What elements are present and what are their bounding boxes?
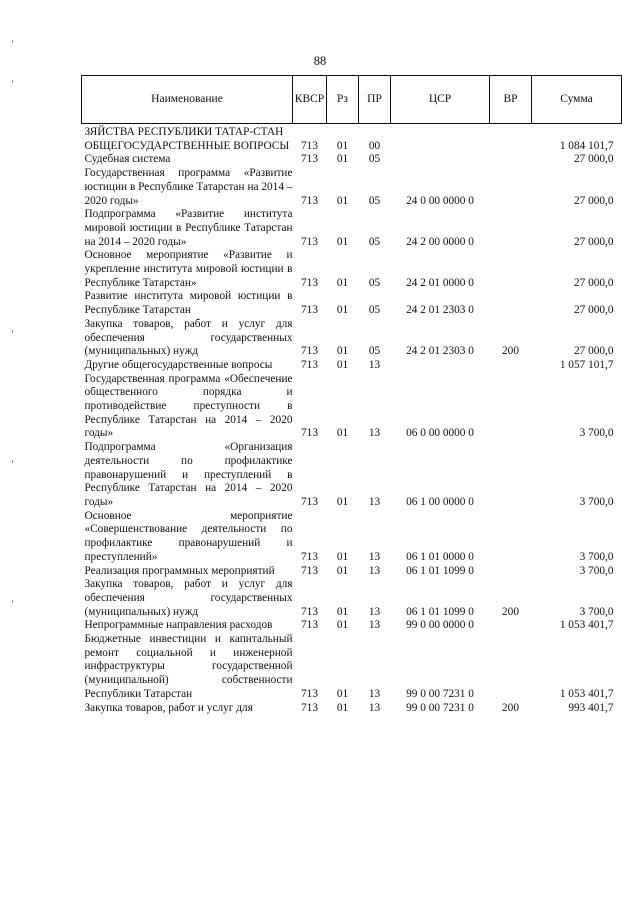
table-row (82, 359, 622, 373)
table-row (82, 373, 622, 442)
row-csr: 24 2 01 2303 0 (406, 345, 474, 358)
row-csr: 24 2 01 0000 0 (406, 276, 474, 289)
row-rz (327, 124, 359, 140)
header-pr: ПР (359, 76, 391, 124)
row-vr (490, 359, 532, 373)
row-vr (490, 619, 532, 633)
margin-mark (12, 460, 13, 463)
row-name: ОБЩЕГОСУДАРСТВЕННЫЕ ВОПРОСЫ (84, 139, 290, 152)
table-row (82, 153, 622, 167)
header-vr: ВР (490, 76, 532, 124)
row-kvsr: 713 (301, 605, 318, 618)
header-rz: Рз (327, 76, 359, 124)
row-rz: 01 (336, 495, 349, 508)
row-kvsr: 713 (301, 304, 318, 317)
row-csr (391, 140, 490, 154)
margin-mark (12, 40, 13, 43)
row-kvsr: 713 (301, 235, 318, 248)
row-sum: 3 700,0 (579, 550, 614, 563)
table-row (82, 318, 622, 359)
row-csr (391, 153, 490, 167)
row-vr: 200 (502, 605, 519, 618)
row-kvsr: 713 (301, 687, 318, 700)
row-name: Основное мероприятие «Совершенствование деятельности по профилактике правонарушений и преступлений» (84, 509, 293, 563)
row-sum: 27 000,0 (573, 235, 614, 248)
row-pr: 05 (368, 345, 381, 358)
row-kvsr: 713 (301, 427, 318, 440)
row-csr: 99 0 00 0000 0 (406, 619, 474, 632)
row-kvsr: 713 (301, 495, 318, 508)
row-csr: 99 0 00 7231 0 (406, 687, 474, 700)
row-csr (391, 359, 490, 373)
row-pr (359, 124, 391, 140)
row-name: Подпрограмма «Организация деятельности по профилактике правонарушений и преступлений в Республике Татарстан на 2014 – 2020 годы» (84, 441, 293, 508)
row-sum: 27 000,0 (573, 194, 614, 207)
row-sum: 27 000,0 (573, 276, 614, 289)
table-row (82, 441, 622, 510)
row-vr: 200 (502, 701, 519, 714)
row-pr: 13 (368, 687, 381, 700)
table-row (82, 124, 622, 140)
table-row (82, 619, 622, 633)
row-csr: 24 2 00 0000 0 (406, 235, 474, 248)
row-rz: 01 (336, 153, 349, 166)
row-vr (490, 441, 532, 510)
row-pr: 13 (368, 427, 381, 440)
row-sum: 1 084 101,7 (559, 139, 614, 152)
row-sum: 27 000,0 (573, 153, 614, 166)
row-vr (490, 565, 532, 579)
row-pr: 05 (368, 194, 381, 207)
row-rz: 01 (336, 304, 349, 317)
header-sum: Сумма (532, 76, 622, 124)
margin-mark (12, 80, 13, 83)
row-kvsr: 713 (301, 276, 318, 289)
row-name: Закупка товаров, работ и услуг для (84, 701, 253, 714)
row-pr: 13 (368, 358, 381, 371)
row-sum: 3 700,0 (579, 605, 614, 618)
row-rz: 01 (336, 276, 349, 289)
row-pr: 13 (368, 619, 381, 632)
row-vr (490, 633, 532, 702)
row-pr: 13 (368, 564, 381, 577)
row-vr (490, 124, 532, 140)
row-kvsr: 713 (301, 345, 318, 358)
table-row (82, 565, 622, 579)
row-kvsr: 713 (301, 550, 318, 563)
row-rz: 01 (336, 605, 349, 618)
margin-mark (12, 600, 13, 603)
row-sum: 1 057 101,7 (559, 358, 614, 371)
row-kvsr: 713 (301, 701, 318, 714)
row-sum: 3 700,0 (579, 564, 614, 577)
row-rz: 01 (336, 345, 349, 358)
table-header-row (82, 76, 622, 124)
table-row (82, 290, 622, 317)
row-rz: 01 (336, 701, 349, 714)
row-name: Государственная программа «Развитие юстиции в Республике Татарстан на 2014 – 2020 годы» (84, 167, 293, 207)
row-vr (490, 140, 532, 154)
row-name: Другие общегосударственные вопросы (84, 358, 273, 371)
row-pr: 05 (368, 235, 381, 248)
row-rz: 01 (336, 427, 349, 440)
row-csr: 06 0 00 0000 0 (406, 427, 474, 440)
row-name: Судебная система (84, 153, 171, 166)
table-row (82, 140, 622, 154)
table-row (82, 208, 622, 249)
row-csr: 24 2 01 2303 0 (406, 304, 474, 317)
row-pr: 00 (368, 139, 381, 152)
row-sum: 993 401,7 (568, 701, 614, 714)
row-rz: 01 (336, 550, 349, 563)
row-csr: 06 1 01 0000 0 (406, 550, 474, 563)
row-name: Закупка товаров, работ и услуг для обеспечения государственных (муниципальных) нужд (84, 578, 293, 618)
row-vr (490, 510, 532, 565)
row-name: Бюджетные инвестиции и капитальный ремонт социальной и инженерной инфраструктуры государственной (муниципальной) собственности Республики Татарстан (84, 633, 293, 700)
row-csr: 06 1 01 1099 0 (406, 605, 474, 618)
row-pr: 05 (368, 304, 381, 317)
row-csr: 06 1 00 0000 0 (406, 495, 474, 508)
row-vr (490, 373, 532, 442)
header-kvsr: КВСР (293, 76, 327, 124)
header-name: Наименование (82, 76, 293, 124)
table-row (82, 702, 622, 716)
row-csr: 24 0 00 0000 0 (406, 194, 474, 207)
row-name: Непрограммные направления расходов (84, 619, 273, 632)
row-sum: 3 700,0 (579, 427, 614, 440)
row-pr: 13 (368, 550, 381, 563)
row-kvsr: 713 (301, 153, 318, 166)
row-name: Развитие института мировой юстиции в Республике Татарстан (84, 290, 293, 317)
row-name: ЗЯЙСТВА РЕСПУБЛИКИ ТАТАР-СТАН (84, 126, 284, 138)
row-pr: 13 (368, 605, 381, 618)
row-kvsr: 713 (301, 139, 318, 152)
row-name: Реализация программных мероприятий (84, 564, 275, 577)
row-sum (532, 124, 622, 140)
row-vr (490, 290, 532, 317)
row-rz: 01 (336, 687, 349, 700)
row-rz: 01 (336, 358, 349, 371)
table-row (82, 249, 622, 290)
table-row (82, 578, 622, 619)
row-sum: 3 700,0 (579, 495, 614, 508)
row-name: Государственная программа «Обеспечение общественного порядка и противодействие преступности в Республике Татарстан на 2014 – 2020 годы» (84, 372, 293, 440)
row-pr: 13 (368, 701, 381, 714)
row-vr (490, 153, 532, 167)
table-row (82, 510, 622, 565)
row-csr (391, 124, 490, 140)
row-sum: 27 000,0 (573, 345, 614, 358)
row-sum: 1 053 401,7 (559, 687, 614, 700)
row-vr: 200 (502, 345, 519, 358)
row-kvsr: 713 (301, 619, 318, 632)
table-body (82, 124, 622, 716)
row-sum: 27 000,0 (573, 304, 614, 317)
row-pr: 13 (368, 495, 381, 508)
row-csr: 06 1 01 1099 0 (406, 564, 474, 577)
header-csr: ЦСР (391, 76, 490, 124)
row-csr: 99 0 00 7231 0 (406, 701, 474, 714)
row-pr: 05 (368, 153, 381, 166)
table-row (82, 633, 622, 702)
row-vr (490, 249, 532, 290)
row-kvsr: 713 (301, 564, 318, 577)
row-vr (490, 167, 532, 208)
table-row (82, 167, 622, 208)
row-kvsr: 713 (301, 358, 318, 371)
row-kvsr (293, 124, 327, 140)
row-name: Закупка товаров, работ и услуг для обеспечения государственных (муниципальных) нужд (84, 317, 293, 358)
row-rz: 01 (336, 564, 349, 577)
row-sum: 1 053 401,7 (559, 619, 614, 632)
row-rz: 01 (336, 194, 349, 207)
row-rz: 01 (336, 619, 349, 632)
budget-table (81, 75, 622, 715)
row-rz: 01 (336, 235, 349, 248)
row-vr (490, 208, 532, 249)
row-kvsr: 713 (301, 194, 318, 207)
page-number: 88 (313, 54, 327, 68)
row-pr: 05 (368, 276, 381, 289)
row-rz: 01 (336, 139, 349, 152)
margin-mark (12, 330, 13, 333)
row-name: Основное мероприятие «Развитие и укрепление института мировой юстиции в Республике Татарстан» (84, 249, 293, 289)
row-name: Подпрограмма «Развитие института мировой юстиции в Республике Татарстан на 2014 – 2020 годы» (84, 208, 293, 248)
